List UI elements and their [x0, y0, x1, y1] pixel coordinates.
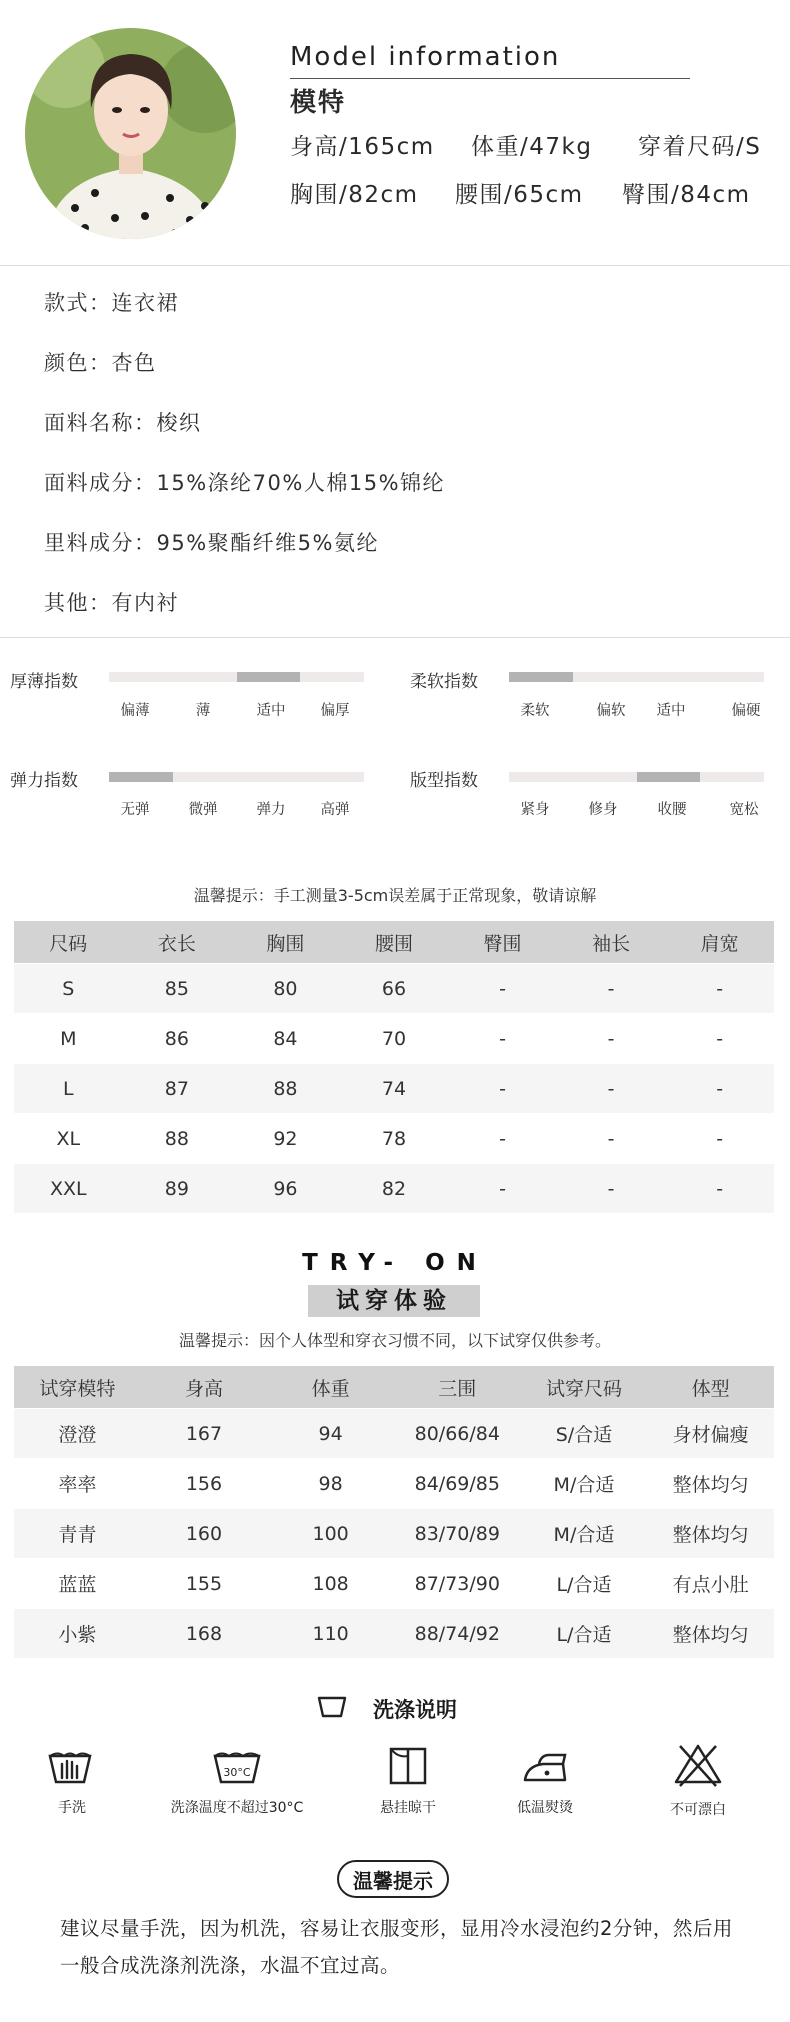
index-fill-fit	[637, 772, 701, 782]
index-fill-thickness	[237, 672, 301, 682]
index-fill-softness	[509, 672, 573, 682]
hang-dry-icon	[378, 1742, 438, 1792]
hand-wash-icon	[40, 1742, 100, 1792]
table-cell: 156	[141, 1459, 268, 1509]
index-fill-elasticity	[109, 772, 173, 782]
model-weight: 体重/47kg	[471, 134, 593, 160]
table-cell: 80	[231, 964, 340, 1014]
table-cell: 整体均匀	[647, 1509, 774, 1559]
index-tick: 适中	[656, 703, 686, 719]
spec-fabric-composition: 面料成分：15%涤纶70%人棉15%锦纶	[44, 471, 446, 495]
table-cell: 100	[267, 1509, 394, 1559]
iron-low-icon	[515, 1742, 575, 1792]
spec-other: 其他：有内衬	[44, 591, 179, 615]
header-cell: 体重	[267, 1366, 394, 1409]
table-cell: 89	[123, 1164, 232, 1214]
table-cell: 98	[267, 1459, 394, 1509]
table-cell: 87	[123, 1064, 232, 1114]
model-title-rule	[290, 78, 690, 79]
table-row	[14, 1509, 774, 1559]
spec-style: 款式：连衣裙	[44, 291, 179, 315]
wash-label-hand: 手洗	[58, 1800, 86, 1816]
model-title-cn: 模特	[290, 88, 347, 118]
header-cell: 臀围	[448, 921, 557, 964]
table-cell: XL	[14, 1114, 123, 1164]
table-cell: L/合适	[521, 1559, 648, 1609]
table-cell: 整体均匀	[647, 1459, 774, 1509]
table-cell: 160	[141, 1509, 268, 1559]
table-cell: -	[448, 1114, 557, 1164]
table-cell: 青青	[14, 1509, 141, 1559]
header-cell: 尺码	[14, 921, 123, 964]
table-cell: 85	[123, 964, 232, 1014]
index-tick: 偏厚	[320, 703, 350, 719]
header-cell: 袖长	[557, 921, 666, 964]
table-cell: 88	[231, 1064, 340, 1114]
table-cell: 82	[340, 1164, 449, 1214]
tips-text: 建议尽量手洗，因为机洗，容易让衣服变形，显用冷水浸泡约2分钟，然后用一般合成洗涤剂洗涤，水温不宜过高。	[60, 1917, 733, 1977]
table-cell: 74	[340, 1064, 449, 1114]
index-tick: 宽松	[729, 802, 759, 818]
no-bleach-icon	[668, 1740, 728, 1790]
table-cell: L/合适	[521, 1609, 648, 1659]
wash-30-icon	[207, 1742, 267, 1792]
table-cell: S	[14, 964, 123, 1014]
table-cell: S/合适	[521, 1409, 648, 1459]
table-row	[14, 1014, 774, 1064]
model-size: 穿着尺码/S	[638, 134, 762, 160]
tryon-table-header	[14, 1366, 774, 1409]
table-cell: M	[14, 1014, 123, 1064]
tryon-table	[14, 1366, 774, 1658]
model-waist: 腰围/65cm	[455, 182, 584, 208]
table-cell: -	[665, 964, 774, 1014]
table-cell: XXL	[14, 1164, 123, 1214]
header-cell: 衣长	[123, 921, 232, 964]
table-cell: -	[448, 1014, 557, 1064]
index-label-softness: 柔软指数	[410, 672, 478, 692]
table-cell: 澄澄	[14, 1409, 141, 1459]
index-tick: 修身	[588, 802, 618, 818]
model-hip: 臀围/84cm	[622, 182, 751, 208]
table-cell: 70	[340, 1014, 449, 1064]
header-cell: 三围	[394, 1366, 521, 1409]
index-tick: 偏硬	[731, 703, 761, 719]
table-cell: 率率	[14, 1459, 141, 1509]
table-cell: 66	[340, 964, 449, 1014]
header-cell: 试穿尺码	[521, 1366, 648, 1409]
header-cell: 肩宽	[665, 921, 774, 964]
header-cell: 体型	[647, 1366, 774, 1409]
tips-title: 温馨提示	[337, 1860, 449, 1898]
index-tick: 柔软	[520, 703, 550, 719]
table-cell: 84	[231, 1014, 340, 1064]
index-label-elasticity: 弹力指数	[10, 771, 78, 791]
index-tick: 适中	[256, 703, 286, 719]
table-cell: 78	[340, 1114, 449, 1164]
table-cell: 整体均匀	[647, 1609, 774, 1659]
index-tick: 无弹	[120, 802, 150, 818]
table-cell: -	[665, 1014, 774, 1064]
table-row	[14, 964, 774, 1014]
table-cell: M/合适	[521, 1459, 648, 1509]
table-cell: 83/70/89	[394, 1509, 521, 1559]
table-cell: 168	[141, 1609, 268, 1659]
index-bar-softness	[509, 672, 764, 682]
index-tick: 偏薄	[120, 703, 150, 719]
index-tick: 弹力	[256, 802, 286, 818]
header-cell: 胸围	[231, 921, 340, 964]
wash-label-dry: 悬挂晾干	[380, 1800, 436, 1816]
table-cell: 167	[141, 1409, 268, 1459]
table-cell: 96	[231, 1164, 340, 1214]
table-row	[14, 1559, 774, 1609]
table-cell: 蓝蓝	[14, 1559, 141, 1609]
header-cell: 试穿模特	[14, 1366, 141, 1409]
divider	[0, 637, 790, 638]
table-cell: -	[557, 1064, 666, 1114]
table-cell: -	[448, 964, 557, 1014]
table-cell: 身材偏瘦	[647, 1409, 774, 1459]
spec-fabric-name: 面料名称：梭织	[44, 411, 202, 435]
index-label-thickness: 厚薄指数	[10, 672, 78, 692]
wash-label-bleach: 不可漂白	[670, 1802, 726, 1818]
table-cell: -	[665, 1164, 774, 1214]
model-height: 身高/165cm	[290, 134, 435, 160]
header-cell: 腰围	[340, 921, 449, 964]
table-cell: -	[448, 1164, 557, 1214]
table-cell: -	[557, 1114, 666, 1164]
table-cell: L	[14, 1064, 123, 1114]
table-cell: M/合适	[521, 1509, 648, 1559]
index-tick: 紧身	[520, 802, 550, 818]
index-tick: 微弹	[188, 802, 218, 818]
table-cell: -	[557, 1164, 666, 1214]
index-tick: 收腰	[657, 802, 687, 818]
table-cell: 88/74/92	[394, 1609, 521, 1659]
table-cell: 94	[267, 1409, 394, 1459]
table-cell: 有点小肚	[647, 1559, 774, 1609]
table-cell: 88	[123, 1114, 232, 1164]
table-cell: 155	[141, 1559, 268, 1609]
divider	[0, 265, 790, 266]
table-row	[14, 1409, 774, 1459]
table-cell: -	[448, 1064, 557, 1114]
table-cell: -	[665, 1114, 774, 1164]
table-cell: 86	[123, 1014, 232, 1064]
model-title-en: Model information	[290, 42, 561, 72]
wash-label-temp: 洗涤温度不超过30°C	[170, 1800, 304, 1816]
table-row	[14, 1164, 774, 1214]
index-bar-elasticity	[109, 772, 364, 782]
wash-30-icon-text: 30°C	[223, 1766, 251, 1779]
spec-lining-composition: 里料成分：95%聚酯纤维5%氨纶	[44, 531, 379, 555]
index-label-fit: 版型指数	[410, 771, 478, 791]
index-tick: 偏软	[596, 703, 626, 719]
size-table	[14, 921, 774, 1213]
table-cell: 92	[231, 1114, 340, 1164]
table-cell: -	[557, 1014, 666, 1064]
table-row	[14, 1459, 774, 1509]
table-cell: 84/69/85	[394, 1459, 521, 1509]
wash-title: 洗涤说明	[373, 1698, 457, 1722]
table-row	[14, 1609, 774, 1659]
size-note: 温馨提示：手工测量3-5cm误差属于正常现象，敬请谅解	[193, 886, 597, 905]
table-cell: 87/73/90	[394, 1559, 521, 1609]
tryon-title-cn: 试穿体验	[308, 1285, 480, 1317]
wash-label-iron: 低温熨烫	[517, 1800, 573, 1816]
tryon-note: 温馨提示：因个人体型和穿衣习惯不同，以下试穿仅供参考。	[178, 1331, 611, 1350]
table-cell: 108	[267, 1559, 394, 1609]
table-cell: -	[665, 1064, 774, 1114]
index-bar-fit	[509, 772, 764, 782]
table-cell: 110	[267, 1609, 394, 1659]
size-table-header	[14, 921, 774, 964]
table-row	[14, 1064, 774, 1114]
model-bust: 胸围/82cm	[290, 182, 419, 208]
table-cell: -	[557, 964, 666, 1014]
index-tick: 高弹	[320, 802, 350, 818]
header-cell: 身高	[141, 1366, 268, 1409]
table-cell: 小紫	[14, 1609, 141, 1659]
model-photo	[25, 28, 236, 239]
table-row	[14, 1114, 774, 1164]
spec-color: 颜色：杏色	[44, 351, 157, 375]
tryon-title-en: TRY- ON	[302, 1250, 488, 1276]
table-cell: 80/66/84	[394, 1409, 521, 1459]
index-tick: 薄	[195, 703, 211, 719]
index-bar-thickness	[109, 672, 364, 682]
